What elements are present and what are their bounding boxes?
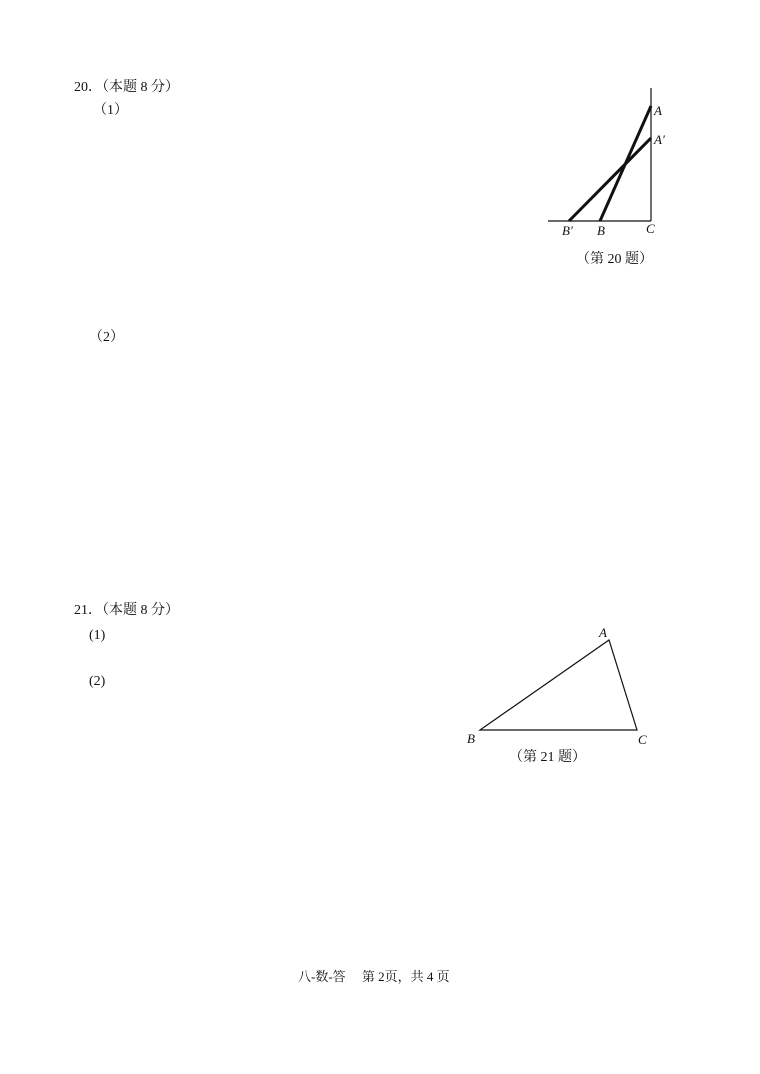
- q20-label-b-prime: B′: [562, 223, 573, 238]
- q21-header: 21．（本题 8 分）: [74, 603, 179, 618]
- q20-header: 20．（本题 8 分）: [74, 80, 179, 95]
- q21-label-a: A: [599, 625, 607, 640]
- q20-ladder-figure: [540, 84, 680, 244]
- q20-label-b: B: [597, 223, 605, 238]
- q20-label-a-prime: A′: [654, 132, 665, 147]
- q20-ladder-a-prime-b-prime: [569, 138, 651, 221]
- q21-figure-caption: （第 21 题）: [509, 750, 586, 765]
- page-footer: 八-数-答 第 2页，共 4 页: [298, 969, 450, 984]
- q21-part1-label: (1): [89, 628, 106, 643]
- q20-part1-label: （1）: [93, 103, 128, 118]
- q20-label-c: C: [646, 221, 655, 236]
- q21-part2-label: (2): [89, 674, 106, 689]
- q20-label-a: A: [654, 103, 662, 118]
- q21-triangle-figure: [460, 620, 660, 750]
- q20-figure-caption: （第 20 题）: [576, 252, 653, 267]
- q21-label-b: B: [467, 731, 475, 746]
- q21-triangle-abc: [480, 640, 637, 730]
- q21-label-c: C: [638, 732, 647, 747]
- q20-part2-label: （2）: [89, 330, 124, 345]
